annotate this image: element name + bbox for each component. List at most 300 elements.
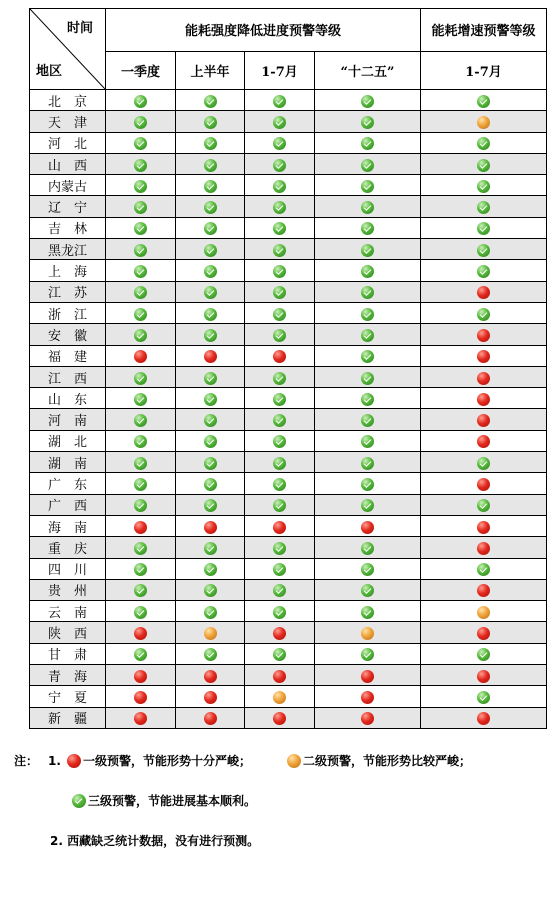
warning-cell bbox=[176, 643, 245, 664]
warning-cell bbox=[245, 175, 315, 196]
note-line-2 bbox=[72, 792, 256, 809]
warning-cell bbox=[421, 686, 547, 707]
warning-cell bbox=[106, 430, 176, 451]
green-warning-icon bbox=[204, 286, 217, 299]
warning-cell bbox=[245, 388, 315, 409]
orange-warning-icon bbox=[204, 627, 217, 640]
region-cell: 湖 北 bbox=[30, 430, 106, 451]
warning-cell bbox=[106, 111, 176, 132]
green-warning-icon bbox=[273, 265, 286, 278]
green-warning-icon bbox=[134, 116, 147, 129]
warning-cell bbox=[421, 302, 547, 323]
region-cell: 新 疆 bbox=[30, 707, 106, 728]
warning-cell bbox=[421, 409, 547, 430]
warning-cell bbox=[315, 686, 421, 707]
table-row bbox=[30, 302, 547, 323]
green-warning-icon bbox=[361, 542, 374, 555]
warning-cell bbox=[315, 430, 421, 451]
red-warning-icon bbox=[477, 521, 490, 534]
green-warning-icon bbox=[204, 159, 217, 172]
warning-cell bbox=[421, 345, 547, 366]
warning-cell bbox=[421, 132, 547, 153]
warning-cell bbox=[245, 622, 315, 643]
green-warning-icon bbox=[273, 606, 286, 619]
region-cell: 天 津 bbox=[30, 111, 106, 132]
green-warning-icon bbox=[273, 584, 286, 597]
region-cell: 黑龙江 bbox=[30, 239, 106, 260]
warning-cell bbox=[315, 175, 421, 196]
red-warning-icon bbox=[67, 754, 81, 768]
green-warning-icon bbox=[134, 308, 147, 321]
table-row bbox=[30, 579, 547, 600]
red-warning-icon bbox=[361, 670, 374, 683]
warning-cell bbox=[421, 494, 547, 515]
table-row bbox=[30, 175, 547, 196]
note-level3: 三级预警，节能进展基本顺利。 bbox=[88, 794, 257, 808]
green-warning-icon bbox=[361, 648, 374, 661]
warning-cell bbox=[245, 345, 315, 366]
region-cell: 内蒙古 bbox=[30, 175, 106, 196]
note-line-1 bbox=[14, 752, 471, 769]
warning-cell bbox=[315, 515, 421, 536]
red-warning-icon bbox=[477, 478, 490, 491]
warning-cell bbox=[245, 281, 315, 302]
red-warning-icon bbox=[204, 691, 217, 704]
green-warning-icon bbox=[134, 137, 147, 150]
warning-cell bbox=[176, 324, 245, 345]
warning-cell bbox=[421, 175, 547, 196]
green-warning-icon bbox=[477, 457, 490, 470]
region-cell: 贵 州 bbox=[30, 579, 106, 600]
region-cell: 山 西 bbox=[30, 153, 106, 174]
red-warning-icon bbox=[477, 584, 490, 597]
green-warning-icon bbox=[477, 691, 490, 704]
warning-cell bbox=[245, 302, 315, 323]
green-warning-icon bbox=[134, 393, 147, 406]
table-row bbox=[30, 494, 547, 515]
green-warning-icon bbox=[361, 457, 374, 470]
warning-cell bbox=[315, 324, 421, 345]
warning-cell bbox=[176, 366, 245, 387]
table-row bbox=[30, 217, 547, 238]
warning-cell bbox=[176, 515, 245, 536]
region-cell: 河 南 bbox=[30, 409, 106, 430]
green-warning-icon bbox=[134, 265, 147, 278]
green-warning-icon bbox=[204, 372, 217, 385]
warning-cell bbox=[315, 111, 421, 132]
region-cell: 山 东 bbox=[30, 388, 106, 409]
green-warning-icon bbox=[273, 201, 286, 214]
warning-cell bbox=[176, 430, 245, 451]
warning-cell bbox=[245, 430, 315, 451]
table-row bbox=[30, 260, 547, 281]
warning-cell bbox=[106, 707, 176, 728]
red-warning-icon bbox=[273, 627, 286, 640]
warning-cell bbox=[176, 601, 245, 622]
green-warning-icon bbox=[273, 95, 286, 108]
green-warning-icon bbox=[477, 308, 490, 321]
table-row bbox=[30, 345, 547, 366]
warning-cell bbox=[176, 281, 245, 302]
table-row bbox=[30, 409, 547, 430]
green-warning-icon bbox=[204, 180, 217, 193]
warning-cell bbox=[106, 409, 176, 430]
warning-cell bbox=[421, 153, 547, 174]
warning-cell bbox=[421, 515, 547, 536]
green-warning-icon bbox=[134, 457, 147, 470]
green-warning-icon bbox=[361, 350, 374, 363]
green-warning-icon bbox=[204, 222, 217, 235]
warning-cell bbox=[245, 686, 315, 707]
region-cell: 湖 南 bbox=[30, 452, 106, 473]
warning-cell bbox=[421, 90, 547, 111]
warning-cell bbox=[176, 302, 245, 323]
warning-cell bbox=[176, 111, 245, 132]
green-warning-icon bbox=[477, 180, 490, 193]
warning-cell bbox=[421, 239, 547, 260]
growth-period-header: 1-7月 bbox=[421, 51, 547, 89]
green-warning-icon bbox=[204, 606, 217, 619]
warning-cell bbox=[176, 494, 245, 515]
warning-cell bbox=[245, 494, 315, 515]
green-warning-icon bbox=[361, 180, 374, 193]
warning-cell bbox=[245, 111, 315, 132]
region-cell: 云 南 bbox=[30, 601, 106, 622]
warning-cell bbox=[245, 196, 315, 217]
table-row bbox=[30, 601, 547, 622]
warning-cell bbox=[421, 537, 547, 558]
red-warning-icon bbox=[361, 712, 374, 725]
warning-cell bbox=[176, 239, 245, 260]
green-warning-icon bbox=[477, 222, 490, 235]
warning-cell bbox=[245, 409, 315, 430]
green-warning-icon bbox=[361, 499, 374, 512]
green-warning-icon bbox=[477, 159, 490, 172]
red-warning-icon bbox=[204, 521, 217, 534]
green-warning-icon bbox=[204, 116, 217, 129]
green-warning-icon bbox=[273, 180, 286, 193]
green-warning-icon bbox=[477, 499, 490, 512]
red-warning-icon bbox=[477, 712, 490, 725]
warning-cell bbox=[245, 558, 315, 579]
warning-cell bbox=[245, 217, 315, 238]
region-cell: 广 西 bbox=[30, 494, 106, 515]
table-row bbox=[30, 239, 547, 260]
green-warning-icon bbox=[477, 244, 490, 257]
green-warning-icon bbox=[361, 137, 374, 150]
green-warning-icon bbox=[134, 201, 147, 214]
red-warning-icon bbox=[477, 350, 490, 363]
region-cell: 安 徽 bbox=[30, 324, 106, 345]
note-item1-number: 1. bbox=[48, 753, 61, 768]
warning-cell bbox=[106, 686, 176, 707]
warning-cell bbox=[245, 90, 315, 111]
green-warning-icon bbox=[134, 563, 147, 576]
warning-cell bbox=[315, 601, 421, 622]
green-warning-icon bbox=[204, 95, 217, 108]
orange-warning-icon bbox=[361, 627, 374, 640]
green-warning-icon bbox=[273, 308, 286, 321]
warning-cell bbox=[245, 452, 315, 473]
warning-cell bbox=[176, 217, 245, 238]
green-warning-icon bbox=[361, 393, 374, 406]
warning-cell bbox=[421, 111, 547, 132]
note-level1: 一级预警，节能形势十分严峻； bbox=[82, 754, 251, 768]
region-cell: 河 北 bbox=[30, 132, 106, 153]
warning-cell bbox=[315, 239, 421, 260]
warning-cell bbox=[245, 153, 315, 174]
warning-cell bbox=[106, 175, 176, 196]
warning-cell bbox=[421, 601, 547, 622]
warning-cell bbox=[106, 601, 176, 622]
green-warning-icon bbox=[361, 308, 374, 321]
warning-cell bbox=[315, 537, 421, 558]
warning-cell bbox=[421, 366, 547, 387]
red-warning-icon bbox=[134, 350, 147, 363]
warning-cell bbox=[315, 665, 421, 686]
warning-cell bbox=[315, 409, 421, 430]
warning-cell bbox=[315, 217, 421, 238]
red-warning-icon bbox=[477, 393, 490, 406]
green-warning-icon bbox=[361, 372, 374, 385]
green-warning-icon bbox=[134, 499, 147, 512]
red-warning-icon bbox=[361, 691, 374, 704]
green-warning-icon bbox=[361, 414, 374, 427]
region-cell: 福 建 bbox=[30, 345, 106, 366]
green-warning-icon bbox=[361, 563, 374, 576]
warning-cell bbox=[106, 665, 176, 686]
warning-cell bbox=[176, 388, 245, 409]
green-warning-icon bbox=[134, 478, 147, 491]
green-warning-icon bbox=[204, 414, 217, 427]
green-warning-icon bbox=[273, 457, 286, 470]
green-warning-icon bbox=[204, 648, 217, 661]
warning-cell bbox=[421, 622, 547, 643]
region-cell: 上 海 bbox=[30, 260, 106, 281]
region-cell: 广 东 bbox=[30, 473, 106, 494]
table-row bbox=[30, 111, 547, 132]
green-warning-icon bbox=[361, 244, 374, 257]
warning-cell bbox=[315, 558, 421, 579]
green-warning-icon bbox=[361, 435, 374, 448]
warning-level-table bbox=[29, 8, 547, 729]
warning-cell bbox=[421, 579, 547, 600]
green-warning-icon bbox=[273, 372, 286, 385]
table-row bbox=[30, 707, 547, 728]
warning-cell bbox=[421, 558, 547, 579]
warning-cell bbox=[106, 90, 176, 111]
green-warning-icon bbox=[134, 414, 147, 427]
green-warning-icon bbox=[134, 584, 147, 597]
warning-cell bbox=[315, 281, 421, 302]
warning-cell bbox=[245, 324, 315, 345]
warning-cell bbox=[315, 388, 421, 409]
warning-cell bbox=[176, 622, 245, 643]
warning-cell bbox=[315, 643, 421, 664]
warning-cell bbox=[106, 324, 176, 345]
warning-cell bbox=[176, 175, 245, 196]
region-cell: 吉 林 bbox=[30, 217, 106, 238]
warning-cell bbox=[245, 473, 315, 494]
warning-cell bbox=[315, 473, 421, 494]
region-cell: 宁 夏 bbox=[30, 686, 106, 707]
red-warning-icon bbox=[477, 627, 490, 640]
green-warning-icon bbox=[361, 478, 374, 491]
warning-cell bbox=[176, 686, 245, 707]
warning-cell bbox=[315, 153, 421, 174]
period-12th-fyp-header: “十二五” bbox=[315, 51, 421, 89]
warning-cell bbox=[106, 260, 176, 281]
green-warning-icon bbox=[273, 478, 286, 491]
table-row bbox=[30, 452, 547, 473]
warning-cell bbox=[245, 132, 315, 153]
red-warning-icon bbox=[134, 521, 147, 534]
green-warning-icon bbox=[134, 329, 147, 342]
warning-cell bbox=[106, 515, 176, 536]
period-h1-header: 上半年 bbox=[176, 51, 245, 89]
region-cell: 甘 肃 bbox=[30, 643, 106, 664]
green-warning-icon bbox=[134, 180, 147, 193]
green-warning-icon bbox=[361, 286, 374, 299]
green-warning-icon bbox=[134, 542, 147, 555]
warning-cell bbox=[315, 366, 421, 387]
green-warning-icon bbox=[204, 393, 217, 406]
green-warning-icon bbox=[134, 159, 147, 172]
orange-warning-icon bbox=[477, 116, 490, 129]
warning-cell bbox=[315, 707, 421, 728]
orange-warning-icon bbox=[273, 691, 286, 704]
region-cell: 北 京 bbox=[30, 90, 106, 111]
green-warning-icon bbox=[361, 584, 374, 597]
green-warning-icon bbox=[361, 201, 374, 214]
warning-cell bbox=[176, 473, 245, 494]
warning-cell bbox=[176, 409, 245, 430]
warning-cell bbox=[315, 494, 421, 515]
warning-cell bbox=[106, 366, 176, 387]
warning-cell bbox=[106, 579, 176, 600]
warning-cell bbox=[245, 665, 315, 686]
warning-cell bbox=[176, 665, 245, 686]
warning-cell bbox=[245, 537, 315, 558]
table-row bbox=[30, 90, 547, 111]
corner-time-label: 时间 bbox=[66, 21, 93, 36]
warning-cell bbox=[421, 324, 547, 345]
warning-cell bbox=[106, 217, 176, 238]
warning-cell bbox=[315, 90, 421, 111]
region-cell: 四 川 bbox=[30, 558, 106, 579]
warning-cell bbox=[421, 430, 547, 451]
red-warning-icon bbox=[477, 329, 490, 342]
table-row bbox=[30, 366, 547, 387]
warning-cell bbox=[106, 643, 176, 664]
green-warning-icon bbox=[361, 159, 374, 172]
table-row bbox=[30, 643, 547, 664]
red-warning-icon bbox=[477, 372, 490, 385]
region-cell: 江 西 bbox=[30, 366, 106, 387]
note-item2: 2. 西藏缺乏统计数据，没有进行预测。 bbox=[50, 834, 260, 848]
corner-region-label: 地区 bbox=[36, 64, 63, 79]
green-warning-icon bbox=[361, 116, 374, 129]
green-warning-icon bbox=[273, 563, 286, 576]
table-body bbox=[30, 90, 547, 729]
red-warning-icon bbox=[477, 670, 490, 683]
table-row bbox=[30, 665, 547, 686]
green-warning-icon bbox=[477, 265, 490, 278]
region-cell: 青 海 bbox=[30, 665, 106, 686]
red-warning-icon bbox=[477, 286, 490, 299]
warning-cell bbox=[245, 601, 315, 622]
notes-prefix: 注： bbox=[14, 754, 39, 768]
green-warning-icon bbox=[134, 606, 147, 619]
warning-cell bbox=[245, 707, 315, 728]
region-cell: 浙 江 bbox=[30, 302, 106, 323]
table-row bbox=[30, 281, 547, 302]
warning-cell bbox=[421, 707, 547, 728]
warning-cell bbox=[245, 515, 315, 536]
warning-cell bbox=[106, 558, 176, 579]
red-warning-icon bbox=[477, 414, 490, 427]
warning-cell bbox=[245, 579, 315, 600]
green-warning-icon bbox=[477, 201, 490, 214]
warning-cell bbox=[176, 345, 245, 366]
green-warning-icon bbox=[273, 116, 286, 129]
warning-cell bbox=[245, 239, 315, 260]
red-warning-icon bbox=[134, 627, 147, 640]
warning-cell bbox=[106, 452, 176, 473]
warning-cell bbox=[421, 388, 547, 409]
green-warning-icon bbox=[204, 542, 217, 555]
red-warning-icon bbox=[204, 712, 217, 725]
red-warning-icon bbox=[273, 670, 286, 683]
warning-cell bbox=[421, 665, 547, 686]
warning-cell bbox=[176, 707, 245, 728]
green-warning-icon bbox=[273, 499, 286, 512]
intensity-group-header: 能耗强度降低进度预警等级 bbox=[106, 9, 421, 52]
green-warning-icon bbox=[361, 265, 374, 278]
table-row bbox=[30, 686, 547, 707]
region-cell: 辽 宁 bbox=[30, 196, 106, 217]
warning-cell bbox=[176, 90, 245, 111]
warning-cell bbox=[421, 643, 547, 664]
table-row bbox=[30, 622, 547, 643]
warning-cell bbox=[245, 260, 315, 281]
green-warning-icon bbox=[273, 222, 286, 235]
warning-cell bbox=[315, 302, 421, 323]
green-warning-icon bbox=[361, 95, 374, 108]
green-warning-icon bbox=[477, 137, 490, 150]
warning-cell bbox=[245, 643, 315, 664]
green-warning-icon bbox=[273, 435, 286, 448]
warning-cell bbox=[421, 473, 547, 494]
warning-cell bbox=[421, 260, 547, 281]
red-warning-icon bbox=[477, 435, 490, 448]
table-row bbox=[30, 515, 547, 536]
table-row bbox=[30, 132, 547, 153]
red-warning-icon bbox=[477, 542, 490, 555]
table-row bbox=[30, 558, 547, 579]
green-warning-icon bbox=[134, 286, 147, 299]
warning-cell bbox=[176, 153, 245, 174]
warning-cell bbox=[106, 473, 176, 494]
table-row bbox=[30, 324, 547, 345]
warning-cell bbox=[315, 132, 421, 153]
table-row bbox=[30, 430, 547, 451]
green-warning-icon bbox=[72, 794, 86, 808]
warning-cell bbox=[106, 239, 176, 260]
green-warning-icon bbox=[134, 95, 147, 108]
warning-cell bbox=[106, 132, 176, 153]
green-warning-icon bbox=[134, 222, 147, 235]
